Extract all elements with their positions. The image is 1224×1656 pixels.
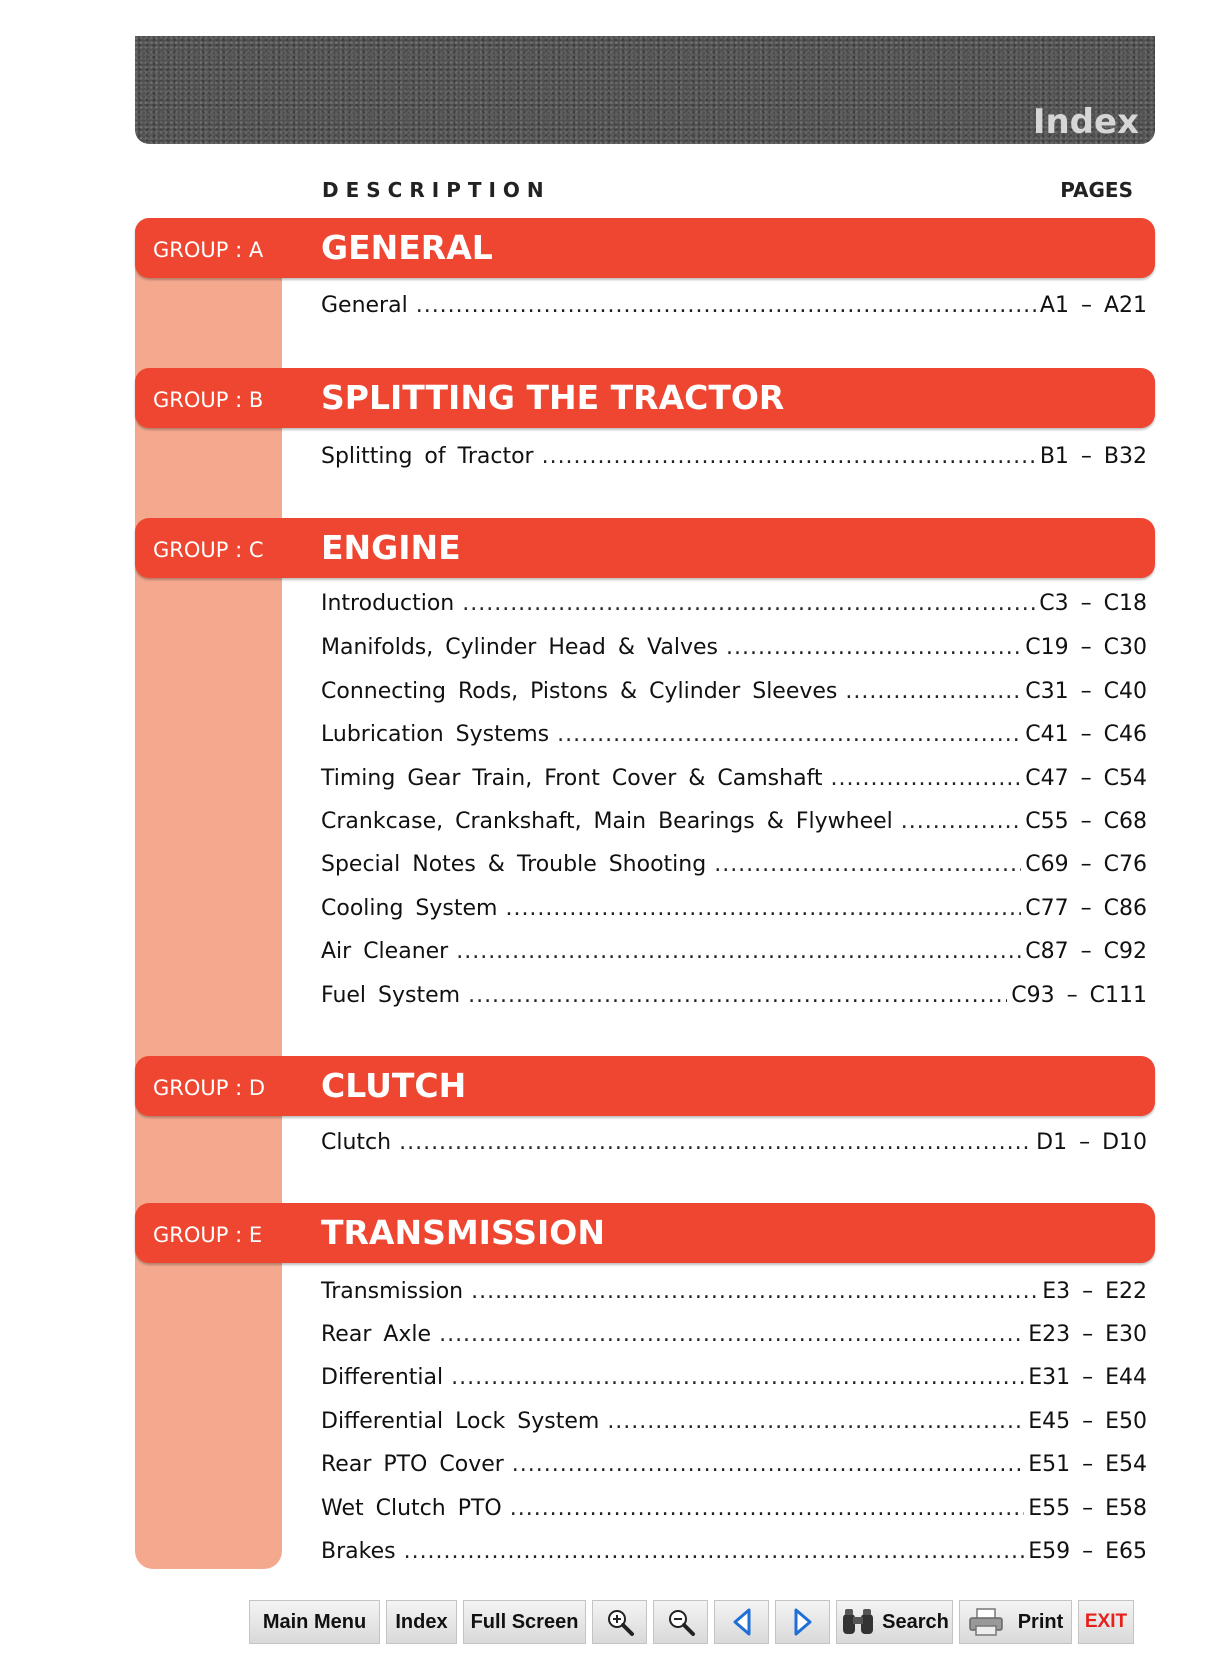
group-title: TRANSMISSION bbox=[321, 1213, 605, 1252]
index-entry[interactable] bbox=[321, 679, 1147, 709]
entry-name: Cooling System bbox=[321, 896, 498, 921]
group-header-e bbox=[135, 1203, 1155, 1263]
entry-pages: C55 – C68 bbox=[1025, 809, 1147, 834]
dot-leader bbox=[714, 852, 1021, 877]
entry-name: Rear PTO Cover bbox=[321, 1452, 504, 1477]
entry-name: Brakes bbox=[321, 1539, 396, 1564]
entry-name: Connecting Rods, Pistons & Cylinder Sleeves bbox=[321, 679, 838, 704]
entry-pages: E31 – E44 bbox=[1028, 1365, 1147, 1390]
entry-pages: C31 – C40 bbox=[1025, 679, 1147, 704]
print-label: Print bbox=[1017, 1610, 1064, 1633]
previous-page-icon bbox=[730, 1607, 754, 1637]
index-entry[interactable] bbox=[321, 722, 1147, 752]
dot-leader bbox=[456, 939, 1021, 964]
entry-pages: B1 – B32 bbox=[1039, 444, 1147, 469]
zoom-out-icon bbox=[666, 1607, 696, 1637]
entry-name: Introduction bbox=[321, 591, 455, 616]
index-entry[interactable] bbox=[321, 293, 1147, 323]
group-header-d bbox=[135, 1056, 1155, 1116]
entry-name: Special Notes & Trouble Shooting bbox=[321, 852, 707, 877]
entry-name: Rear Axle bbox=[321, 1322, 432, 1347]
dot-leader bbox=[505, 896, 1021, 921]
index-entry[interactable] bbox=[321, 1130, 1147, 1160]
index-entry[interactable] bbox=[321, 1452, 1147, 1482]
entry-name: Crankcase, Crankshaft, Main Bearings & Flywheel bbox=[321, 809, 893, 834]
entry-pages: C93 – C111 bbox=[1011, 983, 1147, 1008]
dot-leader bbox=[901, 809, 1022, 834]
entry-name: Transmission bbox=[321, 1279, 464, 1304]
dot-leader bbox=[439, 1322, 1024, 1347]
index-entry[interactable] bbox=[321, 852, 1147, 882]
zoom-in-button[interactable] bbox=[592, 1600, 647, 1644]
entry-pages: C87 – C92 bbox=[1025, 939, 1147, 964]
entry-name: Clutch bbox=[321, 1130, 392, 1155]
dot-leader bbox=[510, 1496, 1025, 1521]
entry-pages: E23 – E30 bbox=[1028, 1322, 1147, 1347]
group-label: GROUP : D bbox=[153, 1076, 266, 1100]
entry-pages: E59 – E65 bbox=[1028, 1539, 1147, 1564]
dot-leader bbox=[416, 293, 1036, 318]
entry-pages: C47 – C54 bbox=[1025, 766, 1147, 791]
entry-pages: D1 – D10 bbox=[1036, 1130, 1147, 1155]
entry-name: Manifolds, Cylinder Head & Valves bbox=[321, 635, 718, 660]
main-menu-button[interactable]: Main Menu bbox=[249, 1600, 380, 1644]
printer-icon bbox=[968, 1607, 1004, 1637]
group-label: GROUP : B bbox=[153, 388, 264, 412]
dot-leader bbox=[831, 766, 1022, 791]
entry-name: General bbox=[321, 293, 408, 318]
zoom-out-button[interactable] bbox=[653, 1600, 708, 1644]
index-entry[interactable] bbox=[321, 896, 1147, 926]
index-button[interactable]: Index bbox=[386, 1600, 457, 1644]
entry-name: Lubrication Systems bbox=[321, 722, 550, 747]
group-header-b bbox=[135, 368, 1155, 428]
side-strip bbox=[135, 230, 282, 1569]
search-label: Search bbox=[882, 1610, 949, 1633]
group-label: GROUP : E bbox=[153, 1223, 263, 1247]
group-header-a bbox=[135, 218, 1155, 278]
zoom-in-icon bbox=[605, 1607, 635, 1637]
entry-pages: E55 – E58 bbox=[1028, 1496, 1147, 1521]
next-page-icon bbox=[791, 1607, 815, 1637]
entry-pages: E45 – E50 bbox=[1028, 1409, 1147, 1434]
full-screen-button[interactable]: Full Screen bbox=[463, 1600, 586, 1644]
dot-leader bbox=[468, 983, 1007, 1008]
binoculars-icon bbox=[840, 1608, 876, 1636]
entry-pages: E3 – E22 bbox=[1042, 1279, 1147, 1304]
index-entry[interactable] bbox=[321, 444, 1147, 474]
entry-name: Differential bbox=[321, 1365, 444, 1390]
entry-name: Wet Clutch PTO bbox=[321, 1496, 502, 1521]
group-header-c bbox=[135, 518, 1155, 578]
index-entry[interactable] bbox=[321, 766, 1147, 796]
index-entry[interactable] bbox=[321, 1496, 1147, 1526]
previous-page-button[interactable] bbox=[714, 1600, 769, 1644]
dot-leader bbox=[512, 1452, 1024, 1477]
entry-pages: C19 – C30 bbox=[1025, 635, 1147, 660]
entry-name: Fuel System bbox=[321, 983, 461, 1008]
entry-pages: C69 – C76 bbox=[1025, 852, 1147, 877]
index-entry[interactable] bbox=[321, 983, 1147, 1013]
entry-name: Differential Lock System bbox=[321, 1409, 600, 1434]
dot-leader bbox=[542, 444, 1036, 469]
group-title: GENERAL bbox=[321, 228, 493, 267]
dot-leader bbox=[471, 1279, 1038, 1304]
entry-pages: C77 – C86 bbox=[1025, 896, 1147, 921]
dot-leader bbox=[557, 722, 1021, 747]
index-header-banner bbox=[135, 36, 1155, 144]
dot-leader bbox=[404, 1539, 1025, 1564]
entry-pages: E51 – E54 bbox=[1028, 1452, 1147, 1477]
index-entry[interactable] bbox=[321, 1365, 1147, 1395]
index-entry[interactable] bbox=[321, 1409, 1147, 1439]
description-column-header: DESCRIPTION bbox=[322, 178, 551, 202]
group-title: SPLITTING THE TRACTOR bbox=[321, 378, 785, 417]
exit-button[interactable]: EXIT bbox=[1078, 1600, 1134, 1644]
index-entry[interactable] bbox=[321, 1279, 1147, 1309]
page-title: Index bbox=[1032, 102, 1139, 142]
group-title: ENGINE bbox=[321, 528, 461, 567]
dot-leader bbox=[399, 1130, 1032, 1155]
pages-column-header: PAGES bbox=[1060, 178, 1133, 202]
entry-pages: C41 – C46 bbox=[1025, 722, 1147, 747]
print-button[interactable] bbox=[959, 1600, 1072, 1644]
entry-name: Timing Gear Train, Front Cover & Camshaft bbox=[321, 766, 823, 791]
index-entry[interactable] bbox=[321, 939, 1147, 969]
index-entry[interactable] bbox=[321, 1322, 1147, 1352]
search-button[interactable] bbox=[836, 1600, 953, 1644]
dot-leader bbox=[462, 591, 1035, 616]
next-page-button[interactable] bbox=[775, 1600, 830, 1644]
index-entry[interactable] bbox=[321, 809, 1147, 839]
index-entry[interactable] bbox=[321, 591, 1147, 621]
dot-leader bbox=[726, 635, 1021, 660]
entry-pages: A1 – A21 bbox=[1039, 293, 1147, 318]
entry-name: Splitting of Tractor bbox=[321, 444, 534, 469]
entry-pages: C3 – C18 bbox=[1039, 591, 1147, 616]
group-label: GROUP : A bbox=[153, 238, 264, 262]
group-title: CLUTCH bbox=[321, 1066, 467, 1105]
group-label: GROUP : C bbox=[153, 538, 264, 562]
navigation-toolbar bbox=[249, 1600, 1134, 1644]
index-entry[interactable] bbox=[321, 1539, 1147, 1569]
dot-leader bbox=[845, 679, 1021, 704]
dot-leader bbox=[451, 1365, 1024, 1390]
dot-leader bbox=[607, 1409, 1024, 1434]
index-entry[interactable] bbox=[321, 635, 1147, 665]
entry-name: Air Cleaner bbox=[321, 939, 449, 964]
